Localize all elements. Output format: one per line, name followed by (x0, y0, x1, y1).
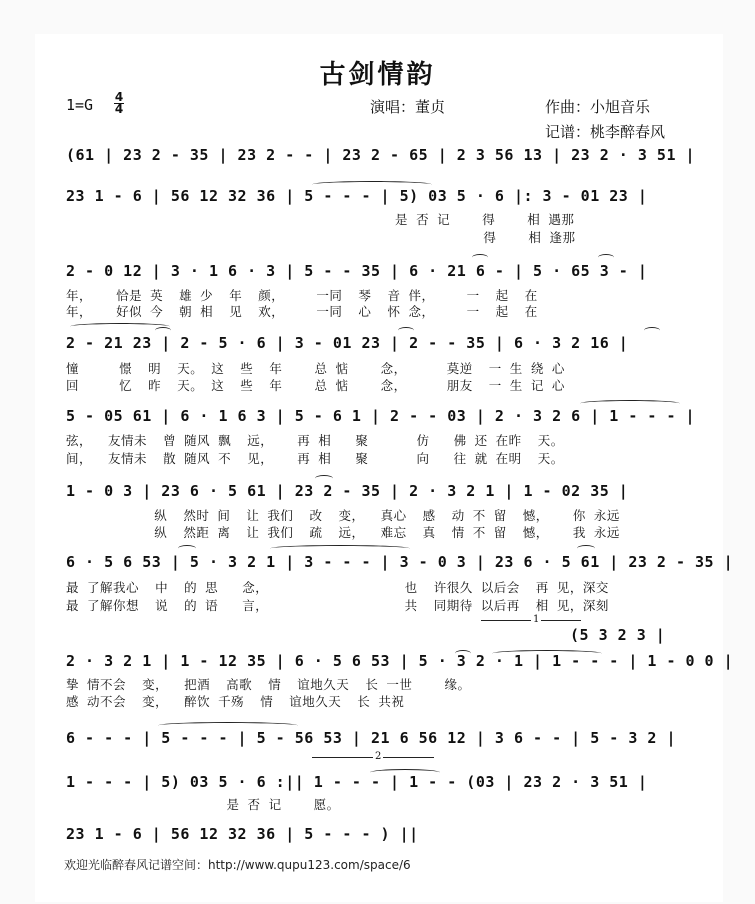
singer-credit: 演唱：董贞 (370, 98, 446, 116)
lyric-line: 年， 好似 今 朝 相 见 欢， 一同 心 怀 念， 一 起 在 (66, 304, 538, 319)
volta-bracket (312, 751, 434, 766)
lyric-line: 最 了解你想 说 的 语 言， 共 同期待 以后再 相 见，深刻 (66, 598, 609, 613)
slur-arc (398, 327, 414, 334)
lyric-line: 是 否 记 愿。 (66, 797, 340, 812)
key-signature: 1=G (66, 96, 94, 114)
lyric-line: 间， 友情未 散 随风 不 见， 再 相 聚 向 往 就 在明 天。 (66, 451, 564, 466)
lyric-line: 是 否 记 得 相 遇那 (66, 212, 575, 227)
score-line: 6 · 5 6 53 | 5 · 3 2 1 | 3 - - - | 3 - 0 3 | 23 6 · 5 61 | 23 2 - 35 | (66, 553, 734, 571)
slur-arc (315, 475, 333, 482)
lyric-line: 憧 憬 明 天。 这 些 年 总 惦 念， 莫逆 一 生 绕 心 (66, 361, 565, 376)
score-line: 6 - - - | 5 - - - | 5 - 56 53 | 21 6 56 12 | 3 6 - - | 5 - 3 2 | (66, 729, 676, 747)
score-line: 1 - - - | 5) 03 5 · 6 :|| 1 - - - | 1 - - (03 | 23 2 · 3 51 | (66, 773, 648, 791)
score-line: 23 1 - 6 | 56 12 32 36 | 5 - - - | 5) 03 5 · 6 |: 3 - 01 23 | (66, 187, 648, 205)
score-line: 2 · 3 2 1 | 1 - 12 35 | 6 · 5 6 53 | 5 · 3 2 · 1 | 1 - - - | 1 - 0 0 | (66, 652, 734, 670)
slur-arc (598, 254, 614, 261)
song-title: 古剑情韵 (319, 60, 436, 90)
slur-arc (178, 545, 196, 552)
score-line: (5 3 2 3 | (570, 626, 666, 644)
tie-arc (580, 400, 680, 407)
lyric-line: 感 动不会 变， 醉饮 千殇 情 谊地久天 长 共祝 (66, 694, 405, 709)
volta-number: 1 (533, 614, 540, 625)
slur-arc (577, 545, 595, 552)
score-line: 23 1 - 6 | 56 12 32 36 | 5 - - - ) || (66, 825, 419, 843)
lyric-line: 回 忆 昨 天。 这 些 年 总 惦 念， 朋友 一 生 记 心 (66, 378, 565, 393)
tie-arc (270, 545, 410, 552)
score-line: 1 - 0 3 | 23 6 · 5 61 | 23 2 - 35 | 2 · 3 2 1 | 1 - 02 35 | (66, 482, 629, 500)
tie-arc (158, 722, 298, 729)
volta-bracket (481, 614, 581, 629)
lyric-line: 年， 恰是 英 雄 少 年 颜， 一同 琴 音 伴， 一 起 在 (66, 288, 538, 303)
slur-arc (155, 327, 171, 334)
slur-arc (644, 327, 660, 334)
lyric-line: 挚 情不会 变， 把酒 高歌 情 谊地久天 长 一世 缘。 (66, 677, 471, 692)
score-line: (61 | 23 2 - 35 | 23 2 - - | 23 2 - 65 | 2 3 56 13 | 23 2 · 3 51 | (66, 146, 696, 164)
time-numerator: 4 (114, 90, 124, 104)
score-line: 2 - 21 23 | 2 - 5 · 6 | 3 - 01 23 | 2 - - 35 | 6 · 3 2 16 | (66, 334, 629, 352)
time-signature (113, 92, 125, 115)
lyric-line: 得 相 逢那 (66, 230, 576, 245)
composer-credit: 作曲：小旭音乐 (545, 98, 651, 116)
lyric-line: 纵 然距 离 让 我们 疏 远， 难忘 真 情 不 留 憾， 我 永远 (66, 525, 620, 540)
time-denominator: 4 (114, 102, 124, 116)
lyric-line: 最 了解我心 中 的 思 念， 也 许很久 以后会 再 见，深交 (66, 580, 609, 595)
score-line: 2 - 0 12 | 3 · 1 6 · 3 | 5 - - 35 | 6 · 21 6 - | 5 · 65 3 - | (66, 262, 648, 280)
slur-arc (472, 254, 488, 261)
transcriber-credit: 记谱：桃李醉春风 (545, 123, 666, 141)
lyric-line: 纵 然时 间 让 我们 改 变， 真心 感 动 不 留 憾， 你 永远 (66, 508, 620, 523)
volta-number: 2 (375, 751, 382, 762)
footer-credit: 欢迎光临醉春风记谱空间：http://www.qupu123.com/space/6 (64, 858, 411, 872)
score-line: 5 - 05 61 | 6 · 1 6 3 | 5 - 6 1 | 2 - - 03 | 2 · 3 2 6 | 1 - - - | (66, 407, 696, 425)
lyric-line: 弦， 友情未 曾 随风 飘 远， 再 相 聚 仿 佛 还 在昨 天。 (66, 433, 564, 448)
